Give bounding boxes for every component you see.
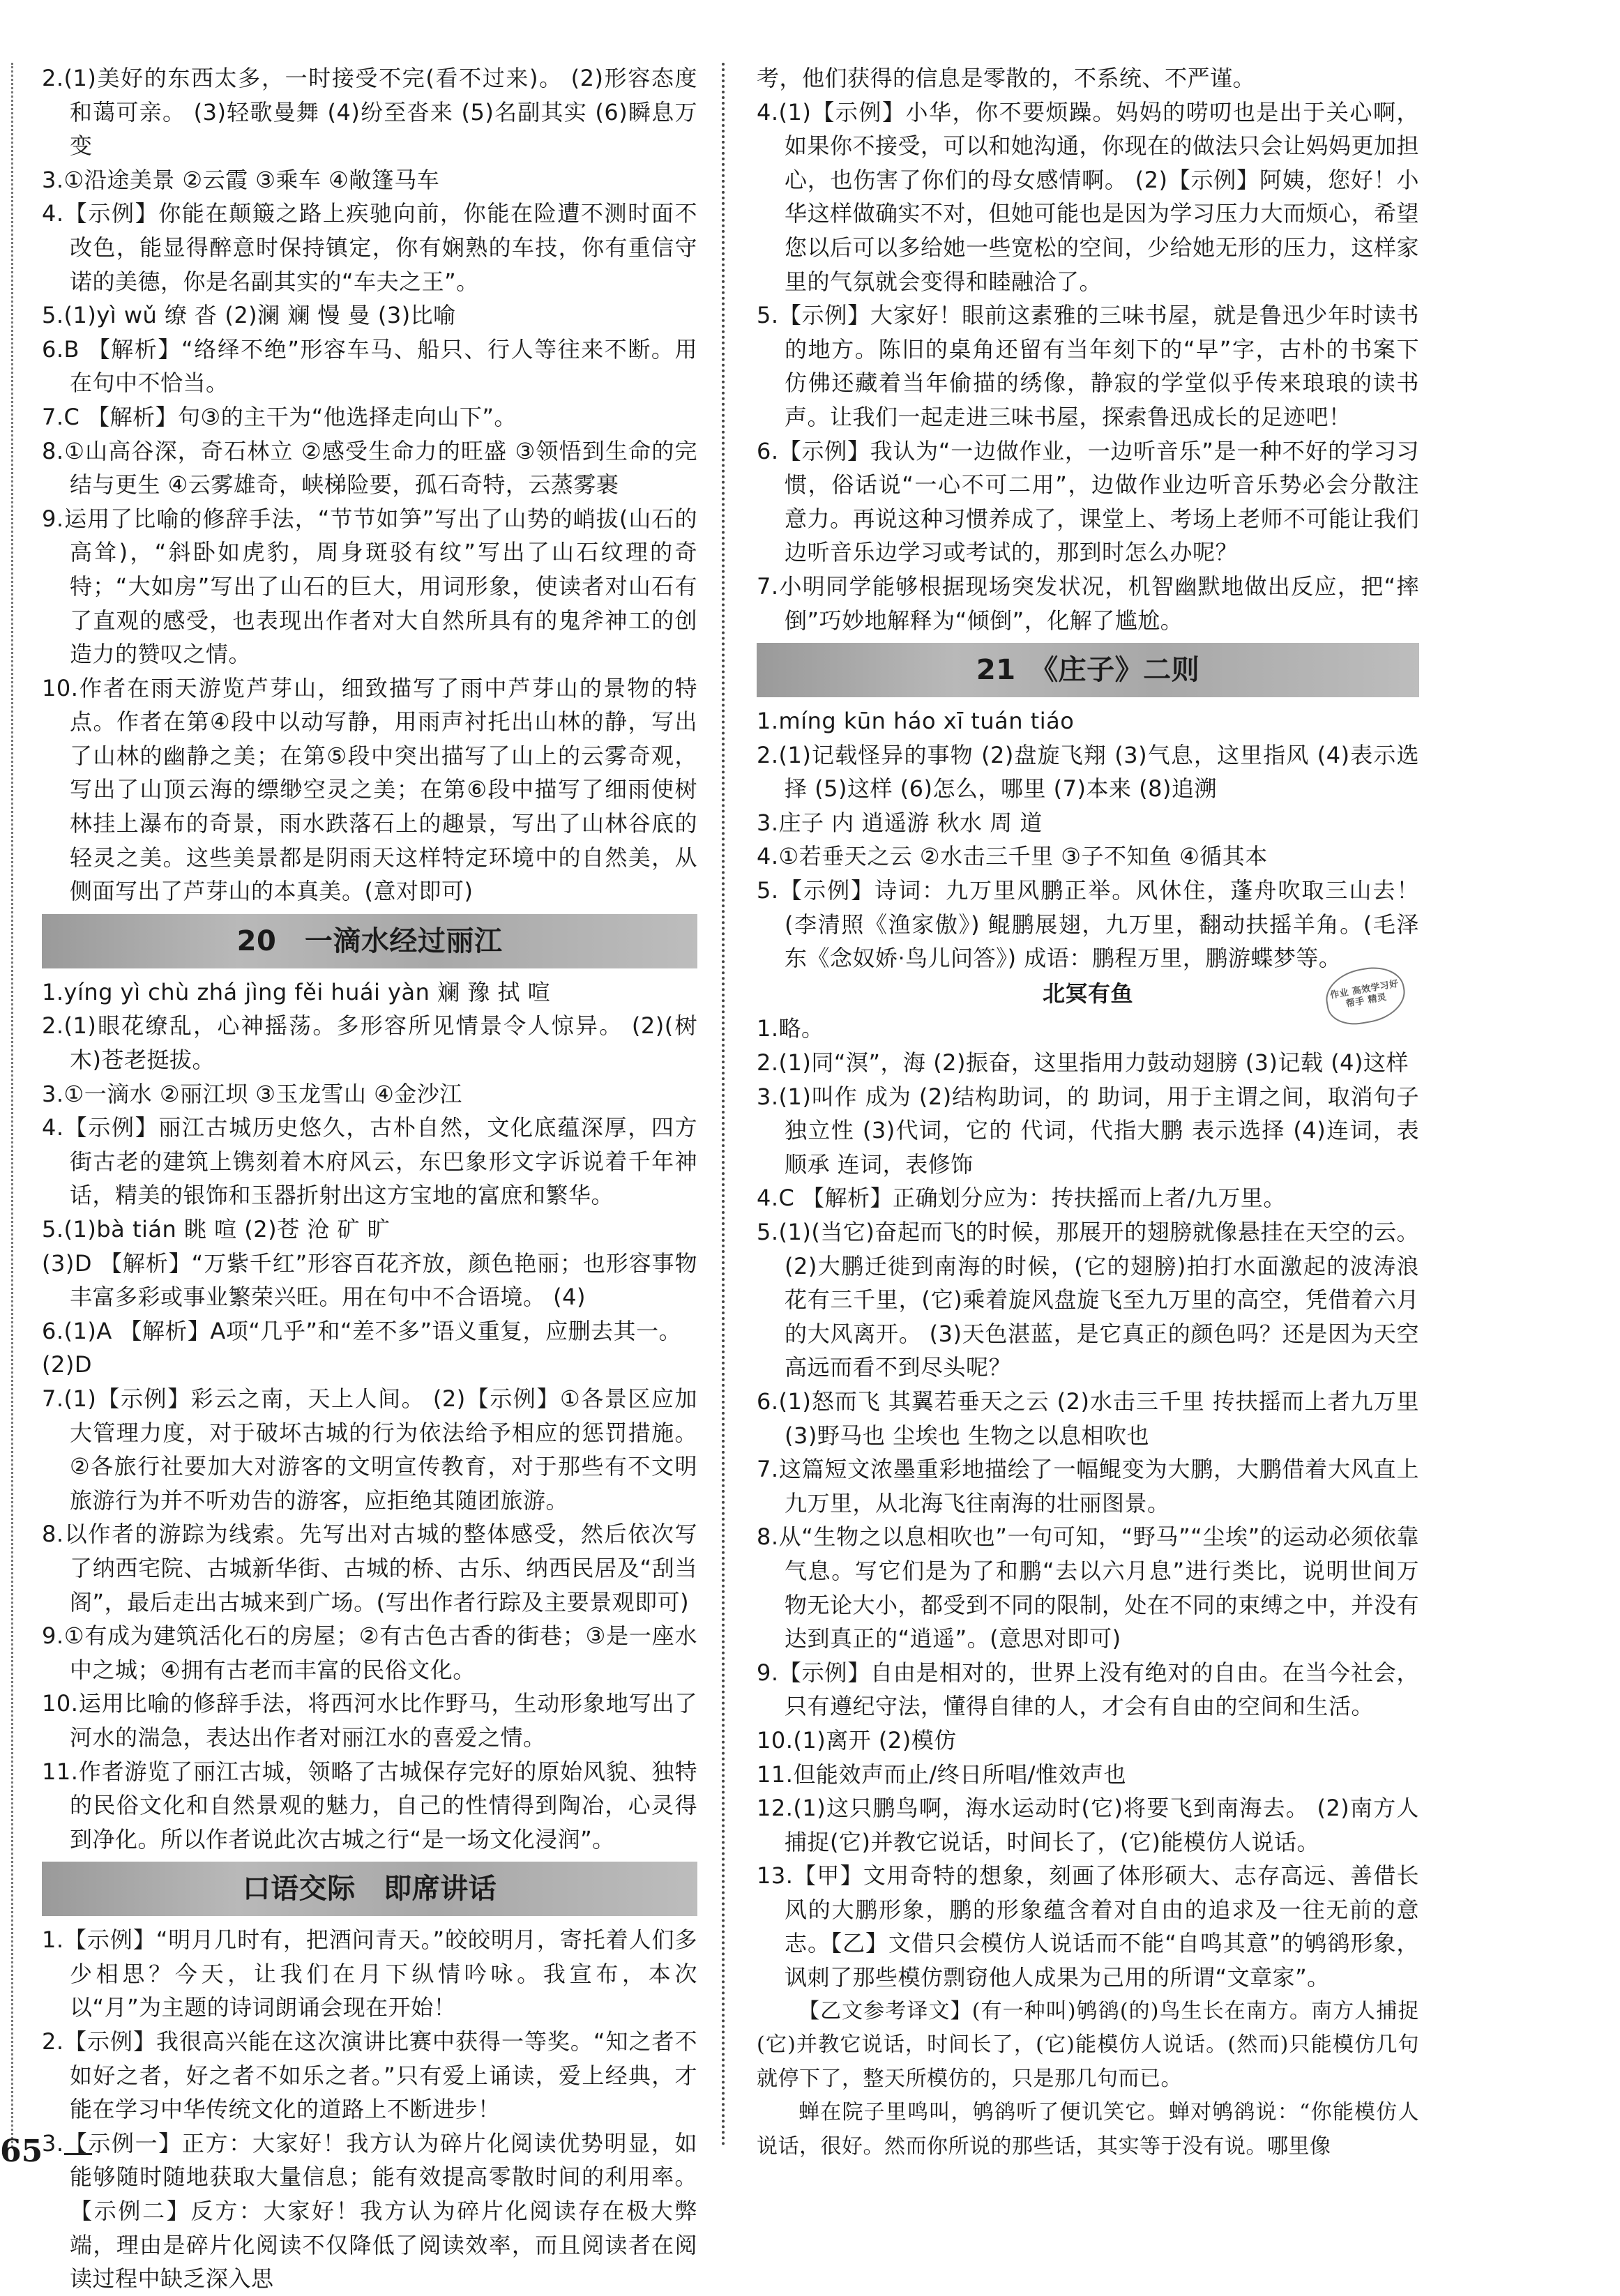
oral-communication-title: 口语交际 即席讲话: [42, 1862, 697, 1916]
stamp-logo: 作业 高效学习好帮手 精灵: [1322, 962, 1409, 1030]
answer-item: 3.【示例一】正方：大家好！我方认为碎片化阅读优势明显，如能够随时随地获取大量信息；能有效提高零散时间的利用率。 【示例二】反方：大家好！我方认为碎片化阅读存在极大弊端，理由是碎片化阅读不仅降低了阅读效率，而且阅读者在阅读过程中缺乏深入思: [42, 2129, 697, 2293]
answer-item: 7.C 【解析】句③的主干为“他选择走向山下”。: [42, 403, 517, 430]
answer-item: 2.(1)记载怪异的事物 (2)盘旋飞翔 (3)气息，这里指风 (4)表示选择 (5)这样 (6)怎么，哪里 (7)本来 (8)追溯: [757, 741, 1419, 803]
answer-item: 2.(1)同“溟”，海 (2)振奋，这里指用力鼓动翅膀 (3)记载 (4)这样: [757, 1049, 1409, 1077]
answer-item: 3.(1)叫作 成为 (2)结构助词，的 助词，用于主谓之间，取消句子独立性 (3)代词，它的 代词，代指大鹏 表示选择 (4)连词，表顺承 连词，表修饰: [757, 1083, 1419, 1178]
section-21-title: 21 《庄子》二则: [757, 643, 1419, 697]
answer-item: 4.C 【解析】正确划分应为：抟扶摇而上者/九万里。: [757, 1185, 1286, 1212]
answer-item: 5.(1)(当它)奋起而飞的时候，那展开的翅膀就像悬挂在天空的云。(2)大鹏迁徙到南海的时候，(它的翅膀)拍打水面激起的波涛浪花有三千里，(它)乘着旋风盘旋飞至九万里的高空，凭借着六月的大风离开。 (3)天色湛蓝，是它真正的颜色吗？还是因为天空高远而看不到尽头呢？: [757, 1219, 1419, 1381]
answer-item: 2.(1)眼花缭乱，心神摇荡。多形容所见情景令人惊异。 (2)(树木)苍老挺拔。: [42, 1012, 697, 1074]
answer-item: (2)D: [42, 1351, 92, 1378]
answer-item: 6.【示例】我认为“一边做作业，一边听音乐”是一种不好的学习习惯，俗话说“一心不可二用”，边做作业边听音乐势必会分散注意力。再说这种习惯养成了，课堂上、考场上老师不可能让我们边听音乐边学习或考试的，那到时怎么办呢？: [757, 437, 1420, 566]
answer-item: 1.【示例】“明月几时有，把酒问青天。”皎皎明月，寄托着人们多少相思？今天，让我们在月下纵情吟咏。我宣布，本次以“月”为主题的诗词朗诵会现在开始！: [42, 1926, 697, 2021]
answer-item: 6.(1)A 【解析】A项“几乎”和“差不多”语义重复，应删去其一。: [42, 1317, 682, 1344]
answer-item: 4.(1)【示例】小华，你不要烦躁。妈妈的唠叨也是出于关心啊，如果你不接受，可以和她沟通，你现在的做法只会让妈妈更加担心，也伤害了你们的母女感情啊。 (2)【示例】阿姨，您好！小华这样做确实不对，但她可能也是因为学习压力大而烦心，希望您以后可以多给她一些宽松的空间，少给她无形的压力，这样家里的气氛就会变得和睦融洽了。: [757, 98, 1420, 295]
answer-item: 3.①沿途美景 ②云霞 ③乘车 ④敞篷马车: [42, 166, 440, 193]
answer-item: 4.【示例】你能在颠簸之路上疾驰向前，你能在险遭不测时面不改色，能显得醉意时保持镇定，你有娴熟的车技，你有重信守诺的美德，你是名副其实的“车夫之王”。: [42, 200, 697, 295]
left-column: [42, 61, 697, 2296]
answer-item: 7.小明同学能够根据现场突发状况，机智幽默地做出反应，把“摔倒”巧妙地解释为“倾倒”，化解了尴尬。: [757, 572, 1419, 634]
answer-item: 7.这篇短文浓墨重彩地描绘了一幅鲲变为大鹏，大鹏借着大风直上九万里，从北海飞往南海的壮丽图景。: [757, 1456, 1419, 1516]
answer-item: 1.略。: [757, 1015, 824, 1042]
answer-item: 7.(1)【示例】彩云之南，天上人间。 (2)【示例】①各景区应加大管理力度，对于破坏古城的行为依法给予相应的惩罚措施。②各旅行社要加大对游客的文明宣传教育，对于那些有不文明旅游行为并不听劝告的游客，应拒绝其随团旅游。: [42, 1385, 697, 1514]
answer-item: 9.运用了比喻的修辞手法，“节节如笋”写出了山势的峭拔(山石的高耸)，“斜卧如虎豹，周身斑驳有纹”写出了山石纹理的奇特；“大如房”写出了山石的巨大，用词形象，使读者对山石有了直观的感受，也表现出作者对大自然所具有的鬼斧神工的创造力的赞叹之情。: [42, 505, 697, 668]
answer-item: 11.但能效声而止/终日所唱/惟效声也: [757, 1761, 1126, 1788]
translation-paragraph: 【乙文参考译文】(有一种叫)鸲鹆(的)鸟生长在南方。南方人捕捉(它)并教它说话，时间长了，(它)能模仿人说话。(然而)只能模仿几句就停下了，整天所模仿的，只是那几句而已。: [757, 1998, 1419, 2091]
answer-item: 6.B 【解析】“络绎不绝”形容车马、船只、行人等往来不断。用在句中不恰当。: [42, 335, 697, 397]
answer-item: 2.(1)美好的东西太多，一时接受不完(看不过来)。 (2)形容态度和蔼可亲。 (3)轻歌曼舞 (4)纷至沓来 (5)名副其实 (6)瞬息万变: [42, 65, 697, 160]
answer-item: 5.(1)yì wǔ 缭 沓 (2)澜 斓 慢 曼 (3)比喻: [42, 302, 456, 329]
answer-item: 4.①若垂天之云 ②水击三千里 ③子不知鱼 ④循其本: [757, 843, 1268, 870]
answer-item: 8.从“生物之以息相吹也”一句可知，“野马”“尘埃”的运动必须依靠气息。写它们是为了和鹏“去以六月息”进行类比，说明世间万物无论大小，都受到不同的限制，处在不同的束缚之中，并没有达到真正的“逍遥”。(意思对即可): [757, 1523, 1420, 1652]
answer-item: 9.【示例】自由是相对的，世界上没有绝对的自由。在当今社会，只有遵纪守法，懂得自律的人，才会有自由的空间和生活。: [757, 1659, 1419, 1720]
answer-item: 10.(1)离开 (2)模仿: [757, 1726, 957, 1754]
answer-item: 6.(1)怒而飞 其翼若垂天之云 (2)水击三千里 抟扶摇而上者九万里 (3)野马也 尘埃也 生物之以息相吹也: [757, 1388, 1419, 1449]
answer-item: 3.庄子 内 逍遥游 秋水 周 道: [757, 809, 1043, 836]
left-edge-dotted-line: [11, 63, 13, 2147]
answer-item: 5.(1)bà tián 眺 喧 (2)苍 沧 矿 旷: [42, 1216, 391, 1242]
answer-item: 3.①一滴水 ②丽江坝 ③玉龙雪山 ④金沙江: [42, 1080, 462, 1107]
answer-item: 12.(1)这只鹏鸟啊，海水运动时(它)将要飞到南海去。 (2)南方人捕捉(它)并教它说话，时间长了，(它)能模仿人说话。: [757, 1795, 1419, 1855]
answer-item: 13.【甲】文用奇特的想象，刻画了体形硕大、志存高远、善借长风的大鹏形象，鹏的形象蕴含着对自由的追求及一往无前的意志。【乙】文借只会模仿人说话而不能“自鸣其意”的鸲鹆形象，讽刺了那些模仿剽窃他人成果为己用的所谓“文章家”。: [757, 1862, 1419, 1991]
answer-item: 2.【示例】我很高兴能在这次演讲比赛中获得一等奖。“知之者不如好之者，好之者不如乐之者。”只有爱上诵读，爱上经典，才能在学习中华传统文化的道路上不断进步！: [42, 2028, 697, 2123]
answer-item: 10.作者在雨天游览芦芽山，细致描写了雨中芦芽山的景物的特点。作者在第④段中以动写静，用雨声衬托出山林的静，写出了山林的幽静之美；在第⑤段中突出描写了山上的云雾奇观，写出了山顶云海的缥缈空灵之美；在第⑥段中描写了细雨使树林挂上瀑布的奇景，雨水跌落石上的趣景，写出了山林谷底的轻灵之美。这些美景都是阴雨天这样特定环境中的自然美，从侧面写出了芦芽山的本真美。(意对即可): [42, 674, 697, 905]
translation-paragraph: 蝉在院子里鸣叫，鸲鹆听了便讥笑它。蝉对鸲鹆说：“你能模仿人说话，很好。然而你所说的那些话，其实等于没有说。哪里像: [757, 2100, 1419, 2159]
subsection-title: [757, 977, 1419, 1011]
answer-item: 4.【示例】丽江古城历史悠久，古朴自然，文化底蕴深厚，四方街古老的建筑上镌刻着木府风云，东巴象形文字诉说着千年神话，精美的银饰和玉器折射出这方宝地的富庶和繁华。: [42, 1114, 697, 1209]
answer-item: 11.作者游览了丽江古城，领略了古城保存完好的原始风貌、独特的民俗文化和自然景观的魅力，自己的性情得到陶冶，心灵得到净化。所以作者说此次古城之行“是一场文化浸润”。: [42, 1758, 697, 1853]
answer-item: 5.【示例】大家好！眼前这素雅的三味书屋，就是鲁迅少年时读书的地方。陈旧的桌角还留有当年刻下的“早”字，古朴的书案下仿佛还藏着当年偷描的绣像，静寂的学堂似乎传来琅琅的读书声。让我们一起走进三味书屋，探索鲁迅成长的足迹吧！: [757, 302, 1419, 430]
answer-item: 8.①山高谷深，奇石林立 ②感受生命力的旺盛 ③领悟到生命的完结与更生 ④云雾雄奇，峡梯险要，孤石奇特，云蒸雾裹: [42, 437, 697, 499]
answer-item: 考，他们获得的信息是零散的，不系统、不严谨。: [757, 65, 1256, 91]
column-divider: [722, 63, 725, 2147]
subsection-title-text: 北冥有鱼: [1042, 980, 1133, 1007]
answer-item: 8.以作者的游踪为线索。先写出对古城的整体感受，然后依次写了纳西宅院、古城新华街、古城的桥、古乐、纳西民居及“刮当阁”，最后走出古城来到广场。(写出作者行踪及主要景观即可): [42, 1521, 697, 1615]
answer-item: 5.【示例】诗词：九万里风鹏正举。风休住，蓬舟吹取三山去！(李清照《渔家傲》) 鲲鹏展翅，九万里，翻动扶摇羊角。(毛泽东《念奴娇·鸟儿问答》) 成语：鹏程万里，鹏游蝶梦等。: [757, 877, 1419, 972]
answer-item: 9.①有成为建筑活化石的房屋；②有古色古香的街巷；③是一座水中之城；④拥有古老而丰富的民俗文化。: [42, 1622, 697, 1683]
page-number-dash: [64, 2153, 92, 2155]
answer-item: 1.míng kūn háo xī tuán tiáo: [757, 708, 1075, 735]
answer-item: (3)D 【解析】“万紫千红”形容百花齐放，颜色艳丽；也形容事物丰富多彩或事业繁荣兴旺。用在句中不合语境。 (4): [42, 1249, 697, 1311]
page-number: 65: [0, 2134, 43, 2169]
answer-item: 1.yíng yì chù zhá jìng fěi huái yàn 斓 豫 拭 喧: [42, 978, 551, 1005]
answer-item: 10.运用比喻的修辞手法，将西河水比作野马，生动形象地写出了河水的湍急，表达出作者对丽江水的喜爱之情。: [42, 1690, 697, 1751]
right-column: [757, 61, 1419, 2164]
section-20-title: 20 一滴水经过丽江: [42, 914, 697, 968]
